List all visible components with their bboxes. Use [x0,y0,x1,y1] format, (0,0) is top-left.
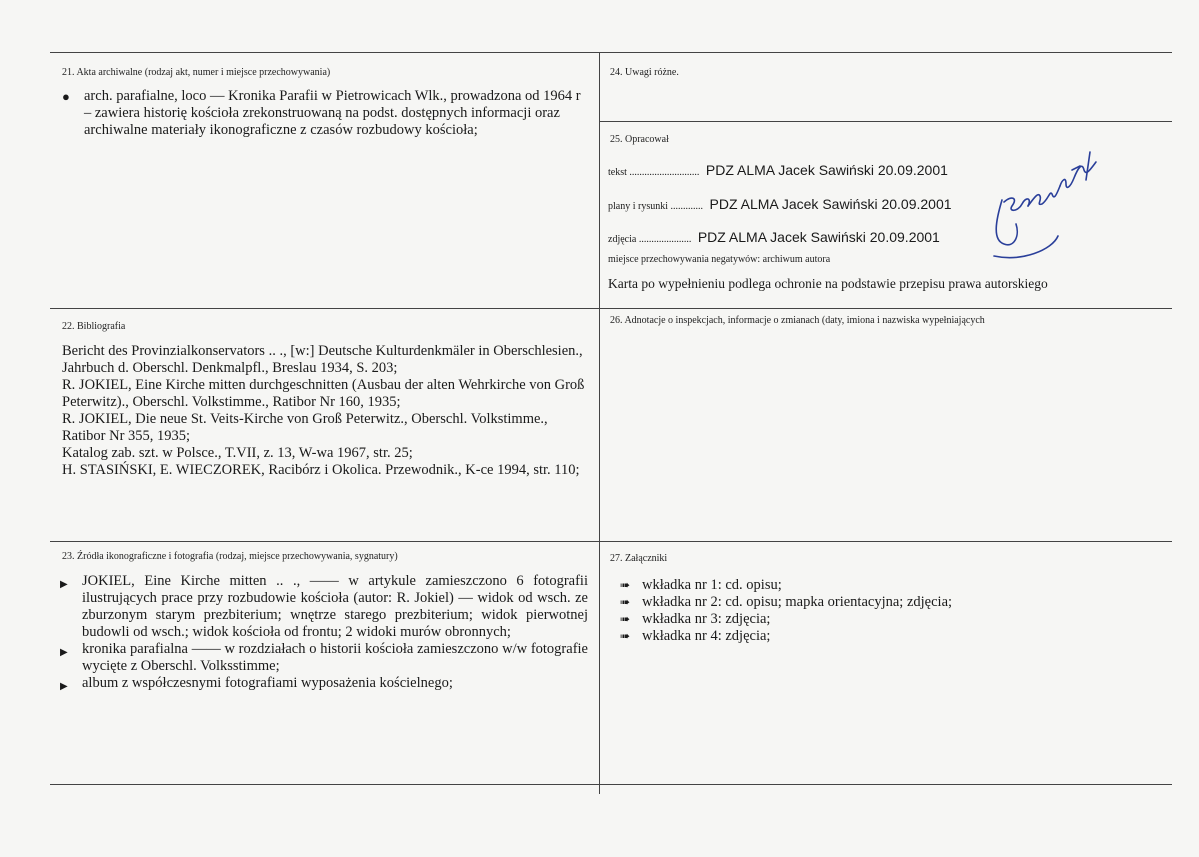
triangle-right-icon: ▶ [60,579,68,590]
arrow-right-icon: ➠ [620,612,631,626]
list-item: ➠ wkładka nr 4: zdjęcia; [620,628,771,644]
rule-24-25 [600,121,1172,122]
bullet-dot-icon: ● [62,89,70,104]
bibliography-entry: R. JOKIEL, Die neue St. Veits-Kirche von Groß Peterwitz., Oberschl. Volkstimme., Ratibor Nr 355, 1935; [62,411,548,444]
arrow-right-icon: ➠ [620,629,631,643]
section-21-heading: 21. Akta archiwalne (rodzaj akt, numer i miejsce przechowywania) [62,67,331,78]
top-rule [50,52,1172,53]
section-23-body [60,573,588,692]
credit-zdjecia: zdjęcia ..................... PDZ ALMA Jacek Sawiński 20.09.2001 [608,229,940,245]
list-item: ▶ album z współczesnymi fotografiami wyposażenia kościelnego; [60,675,588,692]
section-27-body [620,577,1160,645]
rule-row-1 [50,308,1172,309]
list-item: ➠ wkładka nr 2: cd. opisu; mapka orientacyjna; zdjęcia; [620,594,953,610]
section-21-body [62,88,582,139]
signature-image [982,140,1112,260]
credit-tekst: tekst ............................ PDZ ALMA Jacek Sawiński 20.09.2001 [608,162,948,178]
credit-tekst-value: PDZ ALMA Jacek Sawiński 20.09.2001 [705,162,948,178]
section-25-heading: 25. Opracował [610,134,669,145]
section-26-heading: 26. Adnotacje o inspekcjach, informacje o zmianach (daty, imiona i nazwiska wypełniających [610,315,985,326]
list-item: ▶ kronika parafialna —— w rozdziałach o historii kościoła zamieszczono w/w fotografie wycięte z Oberschl. Volksstimme; [60,641,588,674]
list-item: ● arch. parafialne, loco — Kronika Parafii w Pietrowicach Wlk., prowadzona od 1964 r – zawiera historię kościoła zrekonstruowaną na podst. dostępnych informacji oraz archiwalne materiały ikonograficzne z czasów rozbudowy kościoła; [62,88,581,138]
credit-plany: plany i rysunki ............. PDZ ALMA Jacek Sawiński 20.09.2001 [608,196,952,212]
bibliography-entry: H. STASIŃSKI, E. WIECZOREK, Racibórz i Okolica. Przewodnik., K-ce 1994, str. 110; [62,462,580,478]
bottom-rule [50,784,1172,785]
center-divider [599,52,600,794]
triangle-right-icon: ▶ [60,647,68,658]
section-22-heading: 22. Bibliografia [62,321,126,332]
copyright-note: Karta po wypełnieniu podlega ochronie na podstawie przepisu prawa autorskiego [608,276,1048,291]
section-24-heading: 24. Uwagi różne. [610,67,679,78]
list-item: ➠ wkładka nr 1: cd. opisu; [620,577,782,593]
section-27-heading: 27. Załączniki [610,553,668,564]
list-item: ▶ JOKIEL, Eine Kirche mitten .. ., —— w artykule zamieszczono 6 fotografii ilustrujących prace przy rozbudowie kościoła (autor: R. Jokiel) — widok od wsch. ze zburzonym starym prezbiterium; wnętrze starego prezbiterium; widok pierwotnej budowli od wsch.; widok kościoła od frontu; 2 widoki murów obronnych; [60,573,588,640]
arrow-right-icon: ➠ [620,578,631,592]
rule-row-2 [50,541,1172,542]
credit-zdjecia-value: PDZ ALMA Jacek Sawiński 20.09.2001 [697,229,940,245]
bibliography-entry: R. JOKIEL, Eine Kirche mitten durchgeschnitten (Ausbau der alten Wehrkirche von Groß Peterwitz)., Oberschl. Volkstimme., Ratibor Nr 160, 1935; [62,377,585,410]
negatives-location: miejsce przechowywania negatywów: archiwum autora [608,254,831,265]
credit-plany-value: PDZ ALMA Jacek Sawiński 20.09.2001 [709,196,952,212]
list-item: ➠ wkładka nr 3: zdjęcia; [620,611,771,627]
section-23-heading: 23. Źródła ikonograficzne i fotografia (rodzaj, miejsce przechowywania, sygnatury) [62,551,398,562]
arrow-right-icon: ➠ [620,595,631,609]
section-22-body [62,343,592,479]
triangle-right-icon: ▶ [60,681,68,692]
bibliography-entry: Katalog zab. szt. w Polsce., T.VII, z. 13, W-wa 1967, str. 25; [62,445,413,461]
bibliography-entry: Bericht des Provinzialkonservators .. ., [w:] Deutsche Kulturdenkmäler in Oberschlesien., Jahrbuch d. Oberschl. Denkmalpfl., Breslau 1934, S. 203; [62,343,583,376]
